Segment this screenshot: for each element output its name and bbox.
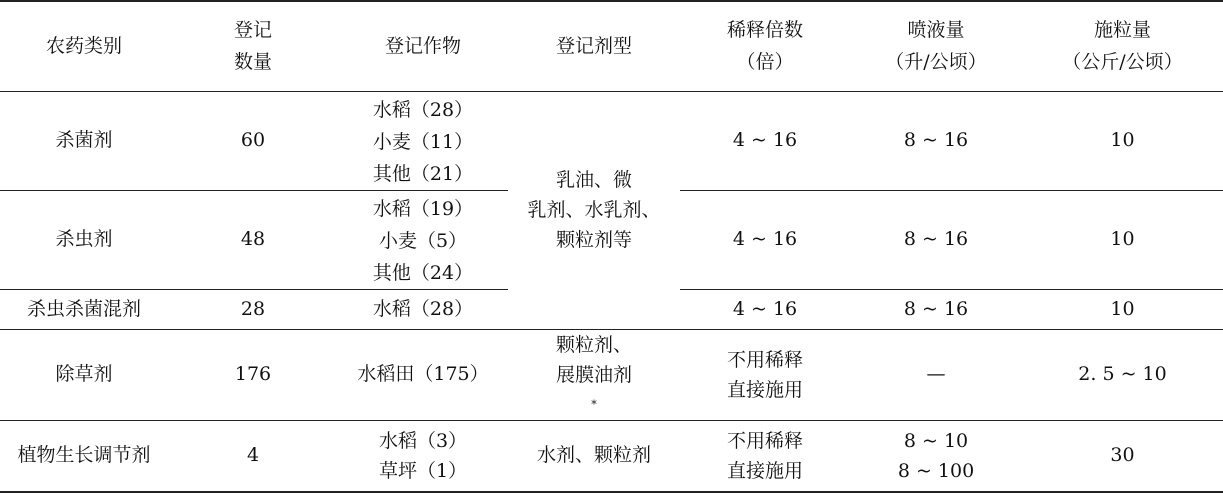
cell-spray-volume: — <box>850 329 1022 420</box>
cell-spray-volume: 8 ~ 16 <box>850 190 1022 289</box>
cell-count: 176 <box>168 329 338 420</box>
cell-crops: 水稻（3） 草坪（1） <box>378 429 468 482</box>
header-count: 登记 数量 <box>168 1 338 91</box>
cell-granule-rate: 10 <box>1022 91 1223 190</box>
cell-category: 杀菌剂 <box>0 91 168 190</box>
cell-spray-volume: 8 ~ 16 <box>850 91 1022 190</box>
cell-count: 48 <box>168 190 338 289</box>
cell-spray-volume: 8 ~ 16 <box>850 289 1022 329</box>
header-formulation: 登记剂型 <box>508 1 680 91</box>
cell-dilution: 4 ~ 16 <box>680 190 850 289</box>
cell-category: 杀虫剂 <box>0 190 168 289</box>
cell-spray-volume: 8 ~ 10 8 ~ 100 <box>897 429 975 482</box>
cell-granule-rate: 2. 5 ~ 10 <box>1022 329 1223 420</box>
cell-dilution: 不用稀释 直接施用 <box>680 329 850 420</box>
cell-count: 28 <box>168 289 338 329</box>
header-row <box>0 1 1223 91</box>
cell-category: 植物生长调节剂 <box>17 444 151 467</box>
table-row <box>0 329 1223 420</box>
table-row <box>0 91 1223 190</box>
footnote-marker: * <box>591 397 597 411</box>
cell-formulation: 水剂、颗粒剂 <box>536 444 651 467</box>
header-spray-volume: 喷液量 （升/公顷） <box>850 1 1022 91</box>
cell-dilution: 4 ~ 16 <box>680 91 850 190</box>
cell-count: 4 <box>246 444 260 467</box>
cell-crops: 水稻（19） 小麦（5） 其他（24） <box>338 190 508 289</box>
cell-category: 除草剂 <box>0 329 168 420</box>
cell-crops: 水稻（28） <box>338 289 508 329</box>
cell-formulation: 颗粒剂、 展膜油剂 * <box>508 329 680 420</box>
cell-crops: 水稻田（175） <box>338 329 508 420</box>
header-category: 农药类别 <box>0 1 168 91</box>
cell-granule-rate: 10 <box>1022 289 1223 329</box>
header-dilution: 稀释倍数 （倍） <box>680 1 850 91</box>
table-row <box>0 420 1223 492</box>
cell-crops: 水稻（28） 小麦（11） 其他（21） <box>338 91 508 190</box>
cell-granule-rate: 30 <box>1110 444 1135 467</box>
cell-granule-rate: 10 <box>1022 190 1223 289</box>
header-granule-rate: 施粒量 （公斤/公顷） <box>1022 1 1223 91</box>
cell-dilution: 不用稀释 直接施用 <box>726 429 803 482</box>
cell-shared-formulation: 乳油、微 乳剂、水乳剂、 颗粒剂等 <box>508 91 680 329</box>
header-crops: 登记作物 <box>338 1 508 91</box>
cell-category: 杀虫杀菌混剂 <box>0 289 168 329</box>
cell-count: 60 <box>168 91 338 190</box>
cell-dilution: 4 ~ 16 <box>680 289 850 329</box>
